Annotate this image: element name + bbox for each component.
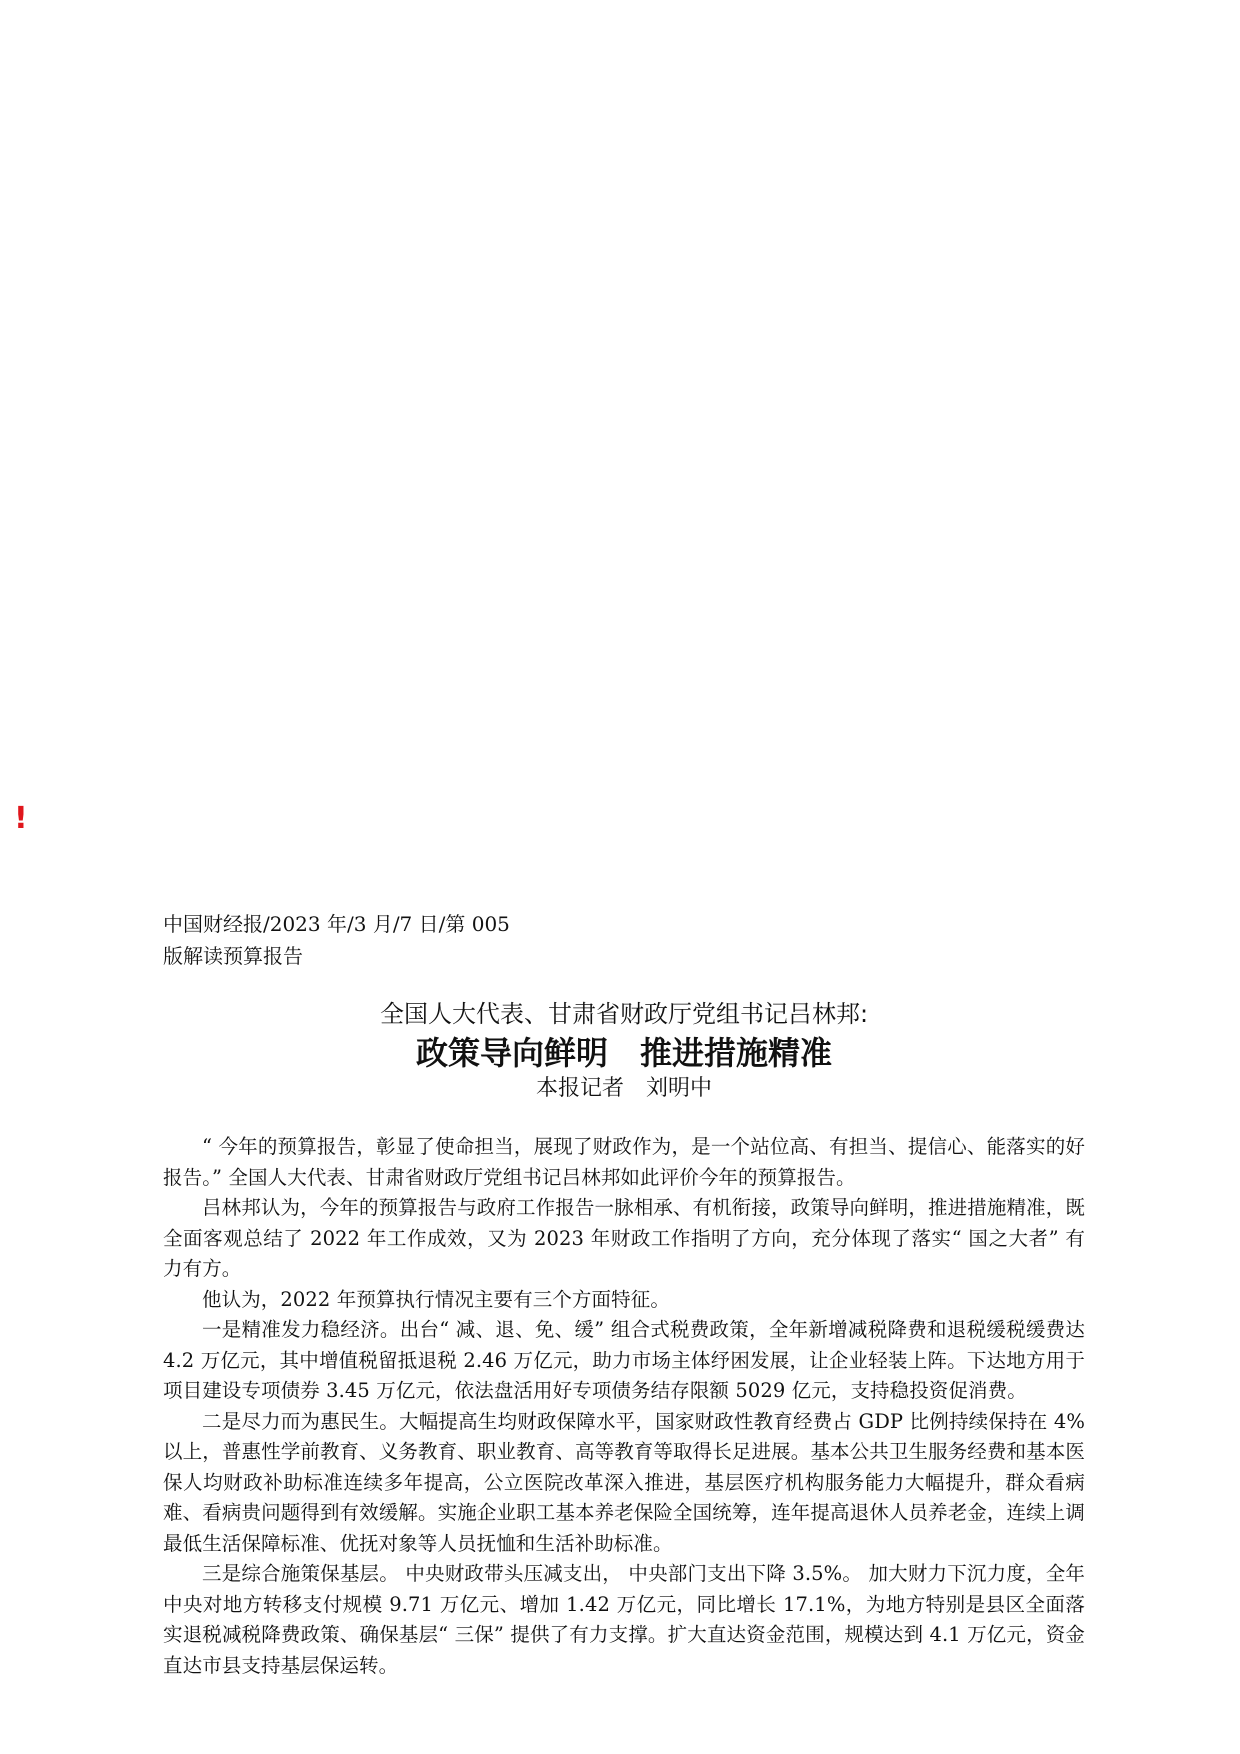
article-subtitle: 全国人大代表、甘肃省财政厅党组书记吕林邦: xyxy=(379,1000,869,1028)
article-paragraph: 二是尽力而为惠民生。大幅提高生均财政保障水平，国家财政性教育经费占 GDP 比例持续保持在 4%以上，普惠性学前教育、义务教育、职业教育、高等教育等取得长足进展。基本公共卫生服务经费和基本医保人均财政补助标准连续多年提高，公立医院改革深入推进，基层医疗机构服务能力大幅提升，群众看病难、看病贵问题得到有效缓解。实施企业职工基本养老保险全国统筹，连年提高退休人员养老金，连续上调最低生活保障标准、优抚对象等人员抚恤和生活补助标准。 xyxy=(163,1409,1085,1555)
publication-header xyxy=(163,908,563,972)
publication-section-line: 版解读预算报告 xyxy=(163,944,303,968)
article-paragraph: 他认为，2022 年预算执行情况主要有三个方面特征。 xyxy=(202,1287,670,1311)
article-paragraph: 一是精准发力稳经济。出台“ 减、退、免、缓” 组合式税费政策，全年新增减税降费和退税缓税缓费达 4.2 万亿元，其中增值税留抵退税 2.46 万亿元，助力市场主体纾困发展，让企业轻装上阵。下达地方用于项目建设专项债券 3.45 万亿元，依法盘活用好专项债务结存限额 5029 亿元，支持稳投资促消费。 xyxy=(163,1318,1085,1402)
article-paragraph: 吕林邦认为，今年的预算报告与政府工作报告一脉相承、有机衔接，政策导向鲜明，推进措施精准，既全面客观总结了 2022 年工作成效，又为 2023 年财政工作指明了方向，充分体现了落实“ 国之大者” 有力有方。 xyxy=(163,1196,1085,1280)
publication-source-line: 中国财经报/2023 年/3 月/7 日/第 005 xyxy=(163,912,510,936)
article-byline: 本报记者 刘明中 xyxy=(535,1076,712,1101)
article-paragraph: 三是综合施策保基层。 中央财政带头压减支出， 中央部门支出下降 3.5%。 加大财力下沉力度，全年中央对地方转移支付规模 9.71 万亿元、增加 1.42 万亿元，同比增长 17.1%，为地方特别是县区全面落实退税减税降费政策、确保基层“ 三保” 提供了有力支撑。扩大直达资金范围，规模达到 4.1 万亿元，资金直达市县支持基层保运转。 xyxy=(163,1562,1085,1677)
article-paragraph: “ 今年的预算报告，彰显了使命担当，展现了财政作为，是一个站位高、有担当、提信心、能落实的好报告。” 全国人大代表、甘肃省财政厅党组书记吕林邦如此评价今年的预算报告。 xyxy=(163,1135,1085,1189)
red-exclamation-mark: ! xyxy=(14,801,28,836)
article-title: 政策导向鲜明 推进措施精准 xyxy=(415,1034,832,1072)
article-body xyxy=(163,1132,1085,1681)
